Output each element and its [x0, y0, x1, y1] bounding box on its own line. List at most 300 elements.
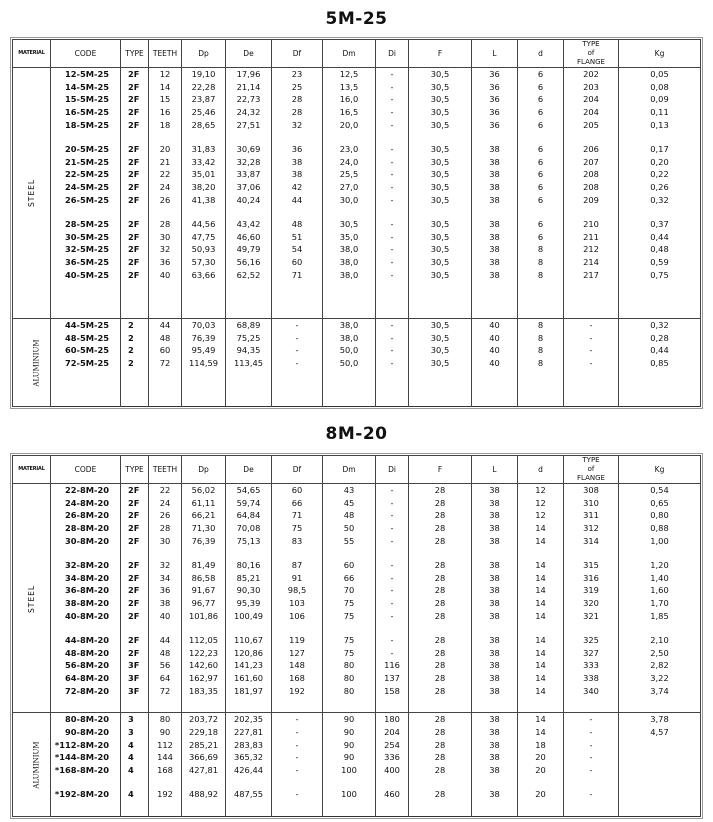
code-cell: 28-8M-20	[51, 522, 121, 535]
code-cell: 44-5M-25	[51, 318, 121, 331]
d-cell: 6	[518, 156, 564, 169]
type-cell: 4	[121, 788, 149, 801]
dm-cell: 100	[323, 788, 376, 801]
df-cell: 71	[272, 509, 323, 522]
code-cell: *168-8M-20	[51, 764, 121, 777]
l-cell: 38	[472, 597, 518, 610]
teeth-cell: 22	[149, 168, 182, 181]
dp-cell: 285,21	[182, 738, 226, 751]
l-cell: 36	[472, 81, 518, 94]
dm-cell: 66	[323, 572, 376, 585]
code-cell: 38-8M-20	[51, 597, 121, 610]
kg-cell: 3,22	[619, 672, 701, 685]
f-cell: 28	[409, 522, 472, 535]
d-cell: 8	[518, 318, 564, 331]
type-cell: 2F	[121, 522, 149, 535]
f-cell: 28	[409, 584, 472, 597]
code-cell: 60-5M-25	[51, 344, 121, 357]
kg-cell: 2,10	[619, 634, 701, 647]
type-cell: 2F	[121, 484, 149, 497]
f-cell: 28	[409, 509, 472, 522]
teeth-cell: 16	[149, 106, 182, 119]
flange-type-cell: 308	[564, 484, 619, 497]
l-cell: 38	[472, 647, 518, 660]
column-header-material: MATERIAL	[13, 456, 51, 484]
df-cell: 54	[272, 243, 323, 256]
teeth-cell: 36	[149, 256, 182, 269]
flange-type-cell: -	[564, 764, 619, 777]
di-cell: 158	[376, 684, 409, 697]
filler-row	[13, 369, 701, 406]
column-header-d: d	[518, 40, 564, 68]
teeth-cell: 20	[149, 143, 182, 156]
l-cell: 40	[472, 331, 518, 344]
di-cell: 180	[376, 713, 409, 726]
f-cell: 30,5	[409, 357, 472, 370]
dp-cell: 70,03	[182, 318, 226, 331]
material-cell	[13, 484, 51, 713]
kg-cell: 0,26	[619, 181, 701, 194]
spacer-row	[13, 547, 701, 559]
f-cell: 28	[409, 788, 472, 801]
code-cell: 32-8M-20	[51, 559, 121, 572]
flange-type-cell: 211	[564, 231, 619, 244]
teeth-cell: 26	[149, 509, 182, 522]
d-cell: 6	[518, 193, 564, 206]
spacer-row	[13, 776, 701, 788]
dm-cell: 38,0	[323, 256, 376, 269]
f-cell: 30,5	[409, 231, 472, 244]
dp-cell: 203,72	[182, 713, 226, 726]
di-cell: -	[376, 318, 409, 331]
teeth-cell: 90	[149, 726, 182, 739]
kg-cell: 0,08	[619, 81, 701, 94]
type-cell: 2F	[121, 143, 149, 156]
type-cell: 2F	[121, 243, 149, 256]
f-cell: 30,5	[409, 344, 472, 357]
dm-cell: 90	[323, 726, 376, 739]
f-cell: 30,5	[409, 268, 472, 281]
df-cell: 91	[272, 572, 323, 585]
teeth-cell: 112	[149, 738, 182, 751]
type-cell: 2F	[121, 647, 149, 660]
kg-cell: 1,20	[619, 559, 701, 572]
column-header-de: De	[226, 40, 272, 68]
dm-cell: 16,0	[323, 93, 376, 106]
di-cell: -	[376, 181, 409, 194]
f-cell: 30,5	[409, 93, 472, 106]
de-cell: 100,49	[226, 609, 272, 622]
dp-cell: 96,77	[182, 597, 226, 610]
de-cell: 365,32	[226, 751, 272, 764]
dp-cell: 28,65	[182, 118, 226, 131]
df-cell: 87	[272, 559, 323, 572]
dm-cell: 50,0	[323, 344, 376, 357]
df-cell: 119	[272, 634, 323, 647]
kg-cell: 0,80	[619, 509, 701, 522]
kg-cell: 0,37	[619, 218, 701, 231]
flange-type-cell: -	[564, 738, 619, 751]
df-cell: -	[272, 751, 323, 764]
f-cell: 30,5	[409, 318, 472, 331]
de-cell: 21,14	[226, 81, 272, 94]
dm-cell: 16,5	[323, 106, 376, 119]
dp-cell: 101,86	[182, 609, 226, 622]
flange-type-cell: 340	[564, 684, 619, 697]
l-cell: 38	[472, 672, 518, 685]
kg-cell: 0,48	[619, 243, 701, 256]
de-cell: 110,67	[226, 634, 272, 647]
df-cell: 25	[272, 81, 323, 94]
kg-cell: 3,78	[619, 713, 701, 726]
flange-type-cell: 208	[564, 181, 619, 194]
code-cell: 18-5M-25	[51, 118, 121, 131]
teeth-cell: 28	[149, 522, 182, 535]
dm-cell: 70	[323, 584, 376, 597]
dp-cell: 122,23	[182, 647, 226, 660]
code-cell: 34-8M-20	[51, 572, 121, 585]
de-cell: 30,69	[226, 143, 272, 156]
de-cell: 46,60	[226, 231, 272, 244]
dp-cell: 41,38	[182, 193, 226, 206]
dp-cell: 57,30	[182, 256, 226, 269]
table-row	[13, 647, 701, 660]
de-cell: 54,65	[226, 484, 272, 497]
column-header-dp: Dp	[182, 40, 226, 68]
dp-cell: 23,87	[182, 93, 226, 106]
column-header-de: De	[226, 456, 272, 484]
teeth-cell: 56	[149, 659, 182, 672]
spacer-row	[13, 622, 701, 634]
teeth-cell: 40	[149, 268, 182, 281]
dm-cell: 80	[323, 684, 376, 697]
code-cell: 24-8M-20	[51, 497, 121, 510]
code-cell: 30-8M-20	[51, 534, 121, 547]
code-cell: *112-8M-20	[51, 738, 121, 751]
di-cell: -	[376, 509, 409, 522]
table-row	[13, 218, 701, 231]
column-header-flange-type: TYPE of FLANGE	[564, 40, 619, 68]
column-header-code: CODE	[51, 40, 121, 68]
de-cell: 75,13	[226, 534, 272, 547]
df-cell: 38	[272, 156, 323, 169]
d-cell: 6	[518, 68, 564, 81]
di-cell: 137	[376, 672, 409, 685]
d-cell: 14	[518, 534, 564, 547]
table-row	[13, 751, 701, 764]
kg-cell	[619, 738, 701, 751]
de-cell: 85,21	[226, 572, 272, 585]
type-cell: 2F	[121, 181, 149, 194]
flange-type-cell: 204	[564, 106, 619, 119]
header-row	[13, 40, 701, 68]
kg-cell: 0,54	[619, 484, 701, 497]
spacer-row	[13, 206, 701, 218]
teeth-cell: 80	[149, 713, 182, 726]
d-cell: 6	[518, 168, 564, 181]
df-cell: 48	[272, 218, 323, 231]
code-cell: *192-8M-20	[51, 788, 121, 801]
kg-cell: 0,17	[619, 143, 701, 156]
column-header-kg: Kg	[619, 40, 701, 68]
di-cell: 116	[376, 659, 409, 672]
di-cell: 400	[376, 764, 409, 777]
de-cell: 49,79	[226, 243, 272, 256]
dp-cell: 56,02	[182, 484, 226, 497]
table-row	[13, 357, 701, 370]
teeth-cell: 36	[149, 584, 182, 597]
df-cell: 66	[272, 497, 323, 510]
f-cell: 28	[409, 634, 472, 647]
di-cell: -	[376, 193, 409, 206]
type-cell: 2F	[121, 168, 149, 181]
table-row	[13, 256, 701, 269]
dm-cell: 38,0	[323, 318, 376, 331]
kg-cell: 0,75	[619, 268, 701, 281]
df-cell: 83	[272, 534, 323, 547]
column-header-df: Df	[272, 40, 323, 68]
di-cell: -	[376, 106, 409, 119]
f-cell: 30,5	[409, 181, 472, 194]
kg-cell: 0,09	[619, 93, 701, 106]
d-cell: 6	[518, 93, 564, 106]
f-cell: 30,5	[409, 118, 472, 131]
di-cell: -	[376, 559, 409, 572]
df-cell: 75	[272, 522, 323, 535]
type-cell: 4	[121, 738, 149, 751]
code-cell: 48-8M-20	[51, 647, 121, 660]
code-cell: 36-5M-25	[51, 256, 121, 269]
df-cell: 168	[272, 672, 323, 685]
kg-cell: 0,44	[619, 344, 701, 357]
l-cell: 38	[472, 559, 518, 572]
dp-cell: 38,20	[182, 181, 226, 194]
table-row	[13, 609, 701, 622]
dm-cell: 75	[323, 597, 376, 610]
kg-cell	[619, 788, 701, 801]
dm-cell: 48	[323, 509, 376, 522]
column-header-type: TYPE	[121, 456, 149, 484]
table-row	[13, 726, 701, 739]
teeth-cell: 15	[149, 93, 182, 106]
dm-cell: 90	[323, 751, 376, 764]
dp-cell: 61,11	[182, 497, 226, 510]
de-cell: 202,35	[226, 713, 272, 726]
di-cell: 204	[376, 726, 409, 739]
kg-cell: 3,74	[619, 684, 701, 697]
teeth-cell: 12	[149, 68, 182, 81]
material-cell	[13, 68, 51, 319]
flange-type-cell: 202	[564, 68, 619, 81]
spacer-row	[13, 131, 701, 143]
table-row	[13, 143, 701, 156]
teeth-cell: 30	[149, 534, 182, 547]
dp-cell: 183,35	[182, 684, 226, 697]
d-cell: 8	[518, 268, 564, 281]
df-cell: 38	[272, 168, 323, 181]
code-cell: 40-8M-20	[51, 609, 121, 622]
di-cell: -	[376, 156, 409, 169]
f-cell: 28	[409, 738, 472, 751]
dp-cell: 114,59	[182, 357, 226, 370]
l-cell: 38	[472, 193, 518, 206]
df-cell: 148	[272, 659, 323, 672]
kg-cell	[619, 751, 701, 764]
table-title-5m25: 5M-25	[325, 9, 388, 29]
code-cell: 20-5M-25	[51, 143, 121, 156]
dp-cell: 81,49	[182, 559, 226, 572]
teeth-cell: 192	[149, 788, 182, 801]
df-cell: -	[272, 344, 323, 357]
dp-cell: 33,42	[182, 156, 226, 169]
l-cell: 38	[472, 572, 518, 585]
flange-type-cell: -	[564, 344, 619, 357]
l-cell: 38	[472, 522, 518, 535]
code-cell: 30-5M-25	[51, 231, 121, 244]
column-header-teeth: TEETH	[149, 40, 182, 68]
teeth-cell: 32	[149, 559, 182, 572]
code-cell: 48-5M-25	[51, 331, 121, 344]
dm-cell: 50	[323, 522, 376, 535]
code-cell: 24-5M-25	[51, 181, 121, 194]
flange-type-cell: 210	[564, 218, 619, 231]
table-row	[13, 106, 701, 119]
material-label: STEEL	[26, 179, 36, 208]
teeth-cell: 48	[149, 647, 182, 660]
flange-type-cell: 310	[564, 497, 619, 510]
pulley-spec-table-5m25	[12, 39, 701, 407]
teeth-cell: 44	[149, 318, 182, 331]
l-cell: 36	[472, 106, 518, 119]
flange-type-cell: 315	[564, 559, 619, 572]
type-cell: 3	[121, 713, 149, 726]
dp-cell: 229,18	[182, 726, 226, 739]
de-cell: 62,52	[226, 268, 272, 281]
table-row	[13, 559, 701, 572]
f-cell: 28	[409, 597, 472, 610]
flange-type-cell: -	[564, 726, 619, 739]
type-cell: 2F	[121, 81, 149, 94]
dm-cell: 90	[323, 738, 376, 751]
de-cell: 283,83	[226, 738, 272, 751]
type-cell: 2F	[121, 256, 149, 269]
type-cell: 2F	[121, 193, 149, 206]
d-cell: 14	[518, 684, 564, 697]
de-cell: 161,60	[226, 672, 272, 685]
table-row	[13, 497, 701, 510]
f-cell: 30,5	[409, 106, 472, 119]
d-cell: 14	[518, 726, 564, 739]
table-row	[13, 231, 701, 244]
d-cell: 14	[518, 572, 564, 585]
df-cell: -	[272, 713, 323, 726]
l-cell: 38	[472, 634, 518, 647]
flange-type-cell: 208	[564, 168, 619, 181]
table-row	[13, 93, 701, 106]
f-cell: 28	[409, 559, 472, 572]
df-cell: -	[272, 331, 323, 344]
type-cell: 2	[121, 344, 149, 357]
f-cell: 30,5	[409, 218, 472, 231]
di-cell: -	[376, 344, 409, 357]
teeth-cell: 64	[149, 672, 182, 685]
f-cell: 30,5	[409, 256, 472, 269]
l-cell: 38	[472, 168, 518, 181]
de-cell: 120,86	[226, 647, 272, 660]
table-row	[13, 156, 701, 169]
table-row	[13, 268, 701, 281]
dp-cell: 35,01	[182, 168, 226, 181]
code-cell: 56-8M-20	[51, 659, 121, 672]
de-cell: 56,16	[226, 256, 272, 269]
d-cell: 14	[518, 647, 564, 660]
de-cell: 487,55	[226, 788, 272, 801]
flange-type-cell: -	[564, 357, 619, 370]
kg-cell: 2,50	[619, 647, 701, 660]
l-cell: 38	[472, 584, 518, 597]
f-cell: 30,5	[409, 331, 472, 344]
table-row	[13, 243, 701, 256]
dm-cell: 13,5	[323, 81, 376, 94]
dp-cell: 22,28	[182, 81, 226, 94]
l-cell: 40	[472, 318, 518, 331]
code-cell: 28-5M-25	[51, 218, 121, 231]
table-row	[13, 181, 701, 194]
de-cell: 80,16	[226, 559, 272, 572]
column-header-l: L	[472, 456, 518, 484]
code-cell: 22-8M-20	[51, 484, 121, 497]
df-cell: 42	[272, 181, 323, 194]
code-cell: *144-8M-20	[51, 751, 121, 764]
df-cell: -	[272, 726, 323, 739]
dm-cell: 100	[323, 764, 376, 777]
type-cell: 2F	[121, 572, 149, 585]
column-header-flange-type: TYPE of FLANGE	[564, 456, 619, 484]
column-header-l: L	[472, 40, 518, 68]
column-header-kg: Kg	[619, 456, 701, 484]
d-cell: 6	[518, 218, 564, 231]
teeth-cell: 60	[149, 344, 182, 357]
d-cell: 6	[518, 106, 564, 119]
de-cell: 227,81	[226, 726, 272, 739]
l-cell: 40	[472, 357, 518, 370]
type-cell: 2F	[121, 597, 149, 610]
dm-cell: 50,0	[323, 357, 376, 370]
column-header-dm: Dm	[323, 40, 376, 68]
di-cell: -	[376, 522, 409, 535]
f-cell: 28	[409, 659, 472, 672]
l-cell: 38	[472, 181, 518, 194]
di-cell: -	[376, 634, 409, 647]
l-cell: 38	[472, 156, 518, 169]
column-header-code: CODE	[51, 456, 121, 484]
di-cell: -	[376, 609, 409, 622]
di-cell: -	[376, 357, 409, 370]
teeth-cell: 22	[149, 484, 182, 497]
df-cell: 60	[272, 484, 323, 497]
de-cell: 141,23	[226, 659, 272, 672]
de-cell: 22,73	[226, 93, 272, 106]
dm-cell: 38,0	[323, 243, 376, 256]
dm-cell: 75	[323, 609, 376, 622]
column-header-df: Df	[272, 456, 323, 484]
pulley-spec-table-8m20	[12, 455, 701, 817]
dp-cell: 86,58	[182, 572, 226, 585]
type-cell: 3F	[121, 684, 149, 697]
column-header-material: MATERIAL	[13, 40, 51, 68]
l-cell: 38	[472, 268, 518, 281]
teeth-cell: 40	[149, 609, 182, 622]
